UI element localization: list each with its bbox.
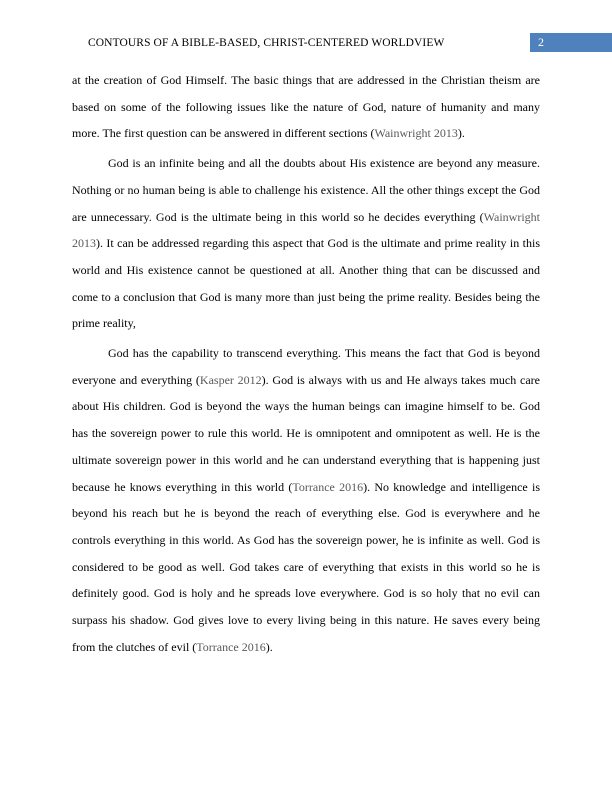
citation: Torrance 2016 bbox=[196, 639, 266, 654]
paragraph bbox=[72, 67, 540, 147]
text-run: ). bbox=[457, 126, 465, 141]
text-run: ). It can be addressed regarding this aspect that God is the ultimate and prime reality in this world and His existence cannot be questioned at all. Another thing that can be discussed and come to a conclusion that God is many more than just being the prime reality. Besides being the prime reality, bbox=[72, 236, 540, 331]
page-number: 2 bbox=[538, 35, 544, 49]
text-run: ). bbox=[265, 639, 273, 654]
citation: Wainwright 2013 bbox=[374, 126, 458, 141]
running-header: CONTOURS OF A BIBLE-BASED, CHRIST-CENTERED WORLDVIEW bbox=[88, 37, 445, 49]
text-run: at the creation of God Himself. The basic things that are addressed in the Christian theism are based on some of the following issues like the nature of God, nature of humanity and many more. The first question can be answered in different sections ( bbox=[72, 73, 540, 141]
citation: Torrance 2016 bbox=[292, 479, 364, 494]
text-run: God has the capability to transcend everything. This means the fact that God is beyond everyone and everything ( bbox=[72, 346, 540, 387]
text-run: ). No knowledge and intelligence is beyond his reach but he is beyond the reach of everything else. God is everywhere and he controls everything in this world. As God has the sovereign power, he is infinite as well. God is considered to be good as well. God takes care of everything that exists in this world so he is definitely good. God is holy and he spreads love everywhere. God is so holy that no evil can surpass his shadow. God gives love to every living being in this nature. He saves every being from the clutches of evil ( bbox=[72, 479, 540, 654]
citation: Kasper 2012 bbox=[199, 372, 262, 387]
text-run: God is an infinite being and all the doubts about His existence are beyond any measure. Nothing or no human being is able to challenge his existence. All the other things except the God are unnecessary. God is the ultimate being in this world so he decides everything ( bbox=[72, 156, 540, 224]
citation: Wainwright 2013 bbox=[72, 209, 540, 251]
paragraph bbox=[72, 150, 540, 337]
paragraph bbox=[72, 340, 540, 660]
page-number-box bbox=[530, 33, 612, 52]
text-run: ). God is always with us and He always takes much care about His children. God is beyond the ways the human beings can imagine himself to be. God has the sovereign power to rule this world. He is omnipotent and omnipotent as well. He is the ultimate sovereign power in this world and he can understand everything that is happening just because he knows everything in this world ( bbox=[72, 372, 540, 494]
document-body bbox=[72, 67, 540, 660]
